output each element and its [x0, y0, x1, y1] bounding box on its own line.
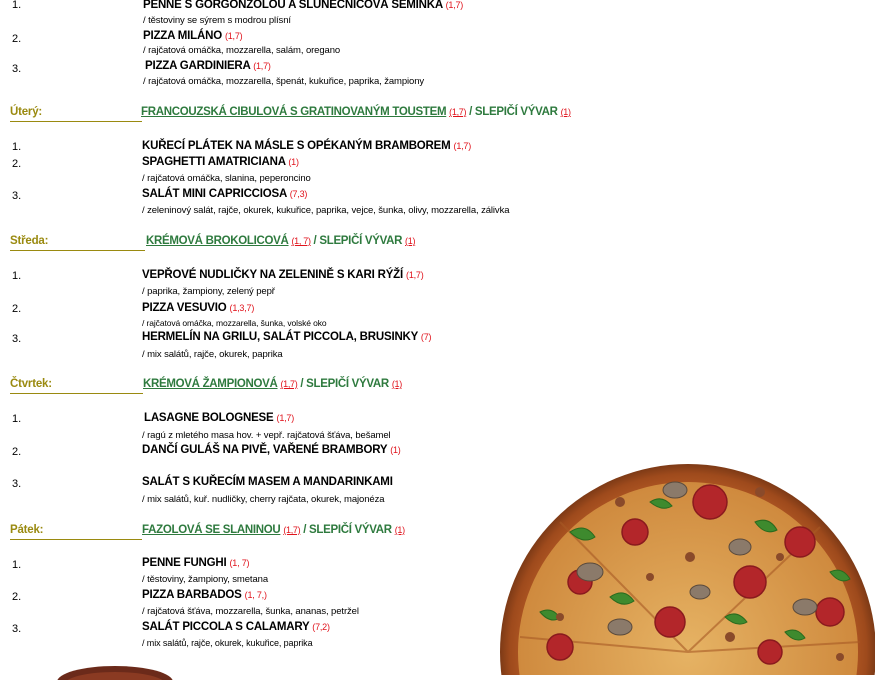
item-description: / mix salátů, rajče, okurek, kukuřice, paprika — [142, 638, 313, 648]
item-description: / těstoviny se sýrem s modrou plísní — [143, 15, 291, 26]
day-heading-thursday: Čtvrtek: — [10, 378, 52, 390]
day-heading-friday: Pátek: — [10, 524, 44, 536]
item-number: 3. — [12, 478, 22, 490]
item-title: KUŘECÍ PLÁTEK NA MÁSLE S OPÉKANÝM BRAMBOREM (1,7) — [142, 140, 472, 152]
item-title: HERMELÍN NA GRILU, SALÁT PICCOLA, BRUSINKY (7) — [142, 331, 432, 343]
pizza-image — [500, 462, 875, 675]
item-number: 3. — [12, 190, 22, 202]
item-title: DANČÍ GULÁŠ NA PIVĚ, VAŘENÉ BRAMBORY (1) — [142, 444, 401, 456]
item-title: PENNE FUNGHI (1, 7) — [142, 557, 250, 569]
soup-of-day: KRÉMOVÁ BROKOLICOVÁ (1, 7) / SLEPIČÍ VÝVAR (1) — [146, 235, 416, 247]
item-number: 1. — [12, 559, 22, 571]
item-description: / rajčatová šťáva, mozzarella, šunka, ananas, petržel — [142, 606, 359, 617]
item-number: 1. — [12, 270, 22, 282]
item-description: / rajčatová omáčka, mozzarella, šunka, volské oko — [142, 318, 327, 328]
item-title: SPAGHETTI AMATRICIANA (1) — [142, 156, 299, 168]
item-number: 2. — [12, 33, 22, 45]
item-description: / mix salátů, kuř. nudličky, cherry rajčata, okurek, majonéza — [142, 494, 385, 505]
item-description: / ragú z mletého masa hov. + vepř. rajčatová šťáva, bešamel — [142, 430, 391, 441]
item-number: 2. — [12, 303, 22, 315]
item-description: / rajčatová omáčka, mozzarella, salám, oregano — [143, 45, 341, 56]
item-number: 3. — [12, 333, 22, 345]
day-heading-wednesday: Středa: — [10, 235, 49, 247]
item-title: VEPŘOVÉ NUDLIČKY NA ZELENINĚ S KARI RÝŽÍ (1,7) — [142, 269, 424, 281]
item-title: SALÁT S KUŘECÍM MASEM A MANDARINKAMI — [142, 476, 393, 488]
item-title: PIZZA GARDINIERA (1,7) — [145, 60, 271, 72]
day-underline — [10, 121, 142, 122]
item-number: 2. — [12, 591, 22, 603]
item-description: / mix salátů, rajče, okurek, paprika — [142, 349, 283, 360]
item-number: 3. — [12, 63, 22, 75]
item-title: SALÁT PICCOLA S CALAMARY (7,2) — [142, 621, 330, 633]
item-title: LASAGNE BOLOGNESE (1,7) — [144, 412, 295, 424]
item-number: 3. — [12, 623, 22, 635]
soup-of-day: KRÉMOVÁ ŽAMPIONOVÁ (1,7) / SLEPIČÍ VÝVAR (1) — [143, 378, 402, 390]
day-heading-tuesday: Úterý: — [10, 106, 43, 118]
item-title: PIZZA BARBADOS (1, 7,) — [142, 589, 267, 601]
item-description: / rajčatová omáčka, mozzarella, špenát, kukuřice, paprika, žampiony — [143, 76, 425, 87]
item-title: SALÁT MINI CAPRICCIOSA (7,3) — [142, 188, 308, 200]
soup-of-day: FRANCOUZSKÁ CIBULOVÁ S GRATINOVANÝM TOUSTEM (1,7) / SLEPIČÍ VÝVAR (1) — [141, 106, 571, 118]
item-title: PIZZA MILÁNO (1,7) — [143, 30, 243, 42]
item-description: / zeleninový salát, rajče, okurek, kukuřice, paprika, vejce, šunka, olivy, mozzarella, zálivka — [142, 205, 510, 216]
item-title: PIZZA VESUVIO (1,3,7) — [142, 302, 255, 314]
item-description: / těstoviny, žampiony, smetana — [142, 574, 269, 585]
plate-image — [55, 660, 175, 680]
item-description: / paprika, žampiony, zelený pepř — [142, 286, 275, 297]
item-title: PENNE S GORGONZOLOU A SLUNEČNICOVÁ SEMÍNKA (1,7) — [143, 0, 464, 11]
item-number: 1. — [12, 141, 22, 153]
item-description: / rajčatová omáčka, slanina, peperoncino — [142, 173, 311, 184]
item-number: 2. — [12, 158, 22, 170]
soup-of-day: FAZOLOVÁ SE SLANINOU (1,7) / SLEPIČÍ VÝVAR (1) — [142, 524, 405, 536]
day-underline — [10, 393, 143, 394]
item-number: 1. — [12, 413, 22, 425]
day-underline — [10, 539, 142, 540]
item-number: 2. — [12, 446, 22, 458]
item-number: 1. — [12, 0, 22, 11]
day-underline — [10, 250, 145, 251]
